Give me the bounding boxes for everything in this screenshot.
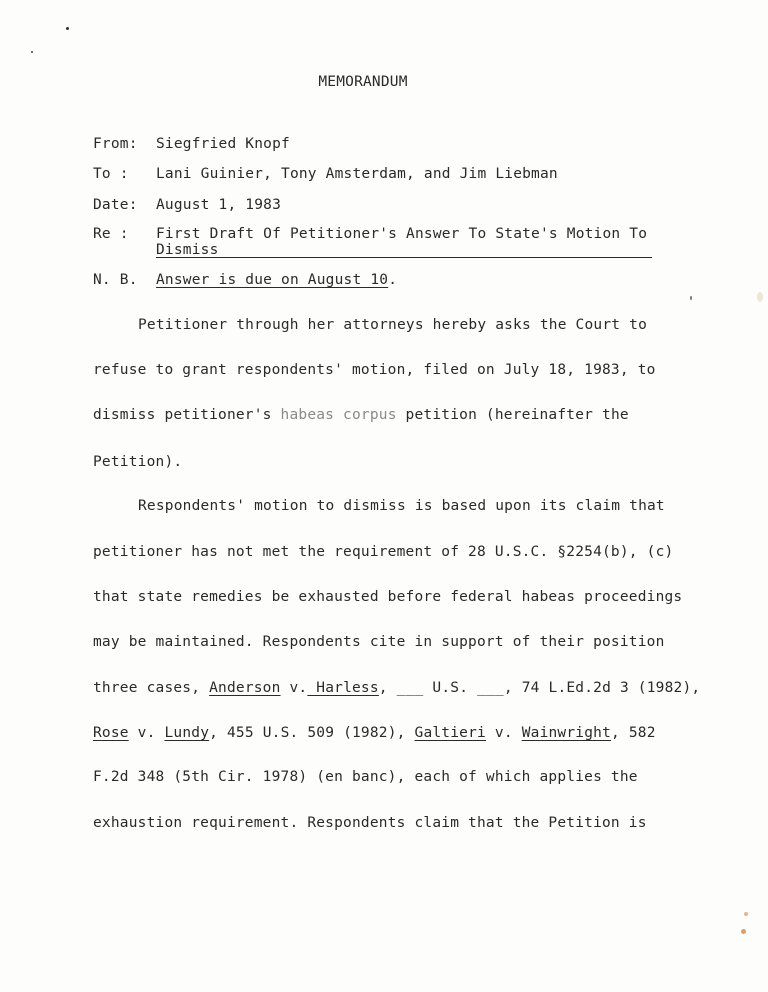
case-anderson: Anderson <box>209 680 281 696</box>
para2-line-3: that state remedies be exhausted before federal habeas proceedings <box>93 589 683 605</box>
para1-line-4: Petition). <box>93 454 183 470</box>
re-line-2: Dismiss <box>156 242 219 258</box>
l5e: , <box>378 680 397 696</box>
nb-period: . <box>388 272 398 288</box>
para1-line-3c: petition (hereinafter the <box>396 407 629 423</box>
scan-speck <box>690 296 692 300</box>
case-wainwright: Wainwright <box>521 725 612 741</box>
from-label: From: <box>93 136 138 152</box>
case-galtieri: Galtieri <box>414 725 486 741</box>
para2-line-4: may be maintained. Respondents cite in support of their position <box>93 634 665 650</box>
para2-line-8: exhaustion requirement. Respondents claim that the Petition is <box>93 815 647 831</box>
date-value: August 1, 1983 <box>156 197 282 213</box>
habeas-corpus-text: habeas corpus <box>280 407 397 423</box>
para1-line-1: Petitioner through her attorneys hereby asks the Court to <box>138 317 647 333</box>
para2-line-1: Respondents' motion to dismiss is based upon its claim that <box>138 498 665 514</box>
to-label: To : <box>93 166 129 182</box>
para1-line-3 <box>93 407 629 423</box>
l5g: U.S. <box>423 680 478 696</box>
blank-page: ___ <box>477 680 504 696</box>
para2-line-6 <box>93 725 656 741</box>
from-value: Siegfried Knopf <box>156 136 290 152</box>
scan-speck <box>31 51 33 53</box>
re-line-1: First Draft Of Petitioner's Answer To State's Motion To <box>156 226 648 242</box>
para1-line-3a: dismiss petitioner's <box>93 407 281 423</box>
nb-value <box>156 272 397 288</box>
nb-text: Answer is due on August 10 <box>156 272 389 288</box>
scan-speck <box>66 27 69 30</box>
re-underline <box>156 257 652 258</box>
memo-title: MEMORANDUM <box>318 74 408 90</box>
l5c: v. <box>280 680 308 696</box>
l5a: three cases, <box>93 680 210 696</box>
l6d: , 455 U.S. 509 (1982), <box>209 725 415 741</box>
scan-speck <box>757 292 763 302</box>
scan-speck <box>741 929 746 934</box>
l6b: v. <box>128 725 165 741</box>
l6f: v. <box>485 725 522 741</box>
para2-line-2: petitioner has not met the requirement of 28 U.S.C. §2254(b), (c) <box>93 544 674 560</box>
l6h: , 582 <box>611 725 656 741</box>
re-label: Re : <box>93 226 129 242</box>
scan-speck <box>744 912 748 916</box>
date-label: Date: <box>93 197 138 213</box>
case-harless: Harless <box>307 680 379 696</box>
l5i: , 74 L.Ed.2d 3 (1982), <box>503 680 701 696</box>
para1-line-2: refuse to grant respondents' motion, filed on July 18, 1983, to <box>93 362 656 378</box>
case-lundy: Lundy <box>164 725 210 741</box>
case-rose: Rose <box>93 725 129 741</box>
nb-label: N. B. <box>93 272 138 288</box>
blank-volume: ___ <box>396 680 424 696</box>
para2-line-7: F.2d 348 (5th Cir. 1978) (en banc), each of which applies the <box>93 769 638 785</box>
to-value: Lani Guinier, Tony Amsterdam, and Jim Liebman <box>156 166 558 182</box>
para2-line-5 <box>93 680 700 696</box>
